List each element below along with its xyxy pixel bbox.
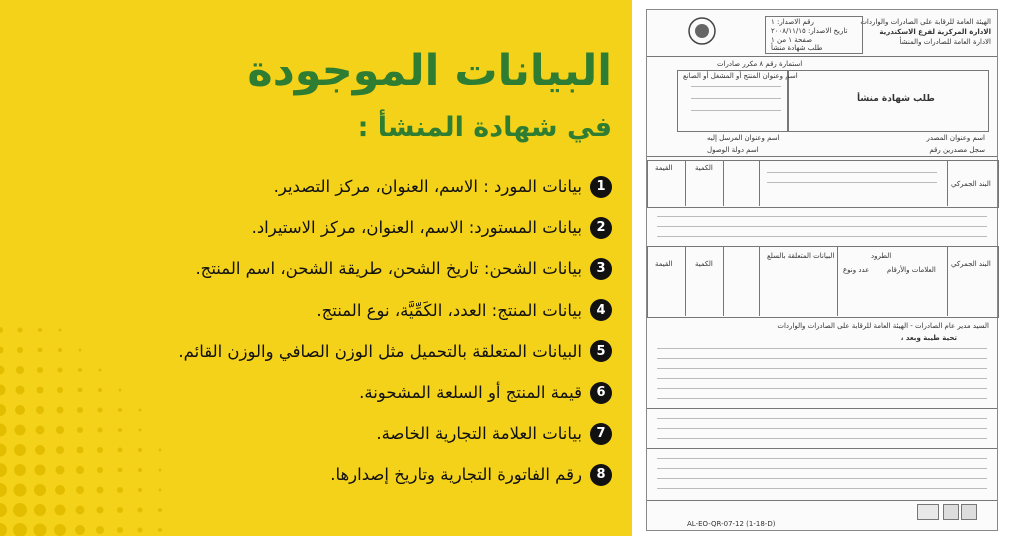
seal-icon xyxy=(943,504,959,520)
list-item-text: رقم الفاتورة التجارية وتاريخ إصدارها. xyxy=(330,465,582,485)
org-line-1: الهيئة العامة للرقابة على الصادرات والواردات xyxy=(860,18,991,26)
page-subtitle: في شهادة المنشأ : xyxy=(357,112,612,143)
footer-code: AL-EO-QR-07-12 (1-18-D) xyxy=(687,520,776,528)
numbering-header: العلامات والأرقام xyxy=(887,266,936,274)
section-text: البيانات المتعلقة بالسلع xyxy=(767,252,835,260)
salutation: تحية طيبة وبعد ، xyxy=(900,334,957,342)
certificate-form-image xyxy=(646,9,998,531)
list-item-text: بيانات المورد : الاسم، العنوان، مركز التصدير. xyxy=(273,177,582,197)
list-item xyxy=(12,207,612,248)
value-header-2: القيمة xyxy=(655,260,673,268)
number-badge: 5 xyxy=(590,340,612,362)
release-date: تاريخ الاصدار: ٢٠٠٨/١١/١٥ xyxy=(771,27,848,35)
exporter-label: اسم وعنوان المصدر xyxy=(926,134,985,142)
certification-icon xyxy=(961,504,977,520)
page-title: البيانات الموجودة xyxy=(247,46,612,96)
director-line: السيد مدير عام الصادرات - الهيئة العامة للرقابة على الصادرات والواردات xyxy=(777,322,989,330)
number-badge: 7 xyxy=(590,423,612,445)
info-list xyxy=(12,166,612,496)
marks-header: عدد ونوع xyxy=(843,266,870,274)
list-item-text: بيانات العلامة التجارية الخاصة. xyxy=(376,424,582,444)
number-badge: 8 xyxy=(590,464,612,486)
form-number: استمارة رقم ٨ مكرر صادرات xyxy=(717,60,803,68)
list-item xyxy=(12,166,612,207)
producer-label: اسم وعنوان المنتج أو المشغل أو الصانع xyxy=(683,72,798,80)
number-badge: 3 xyxy=(590,258,612,280)
quantity-header-2: الكمية xyxy=(695,260,713,268)
number-badge: 2 xyxy=(590,217,612,239)
org-line-2: الادارة المركزية لفرع الاسكندرية xyxy=(879,28,991,36)
request-label: طلب شهادة منشأ xyxy=(771,44,823,52)
number-badge: 6 xyxy=(590,382,612,404)
emblem-icon xyxy=(687,16,717,46)
register-label: سجل مصدرين رقم xyxy=(929,146,985,154)
list-item xyxy=(12,454,612,495)
value-header: القيمة xyxy=(655,164,673,172)
list-item-text: البيانات المتعلقة بالتحميل مثل الوزن الصافي والوزن القائم. xyxy=(178,341,582,361)
org-line-3: الادارة العامة للصادرات والمنشأ xyxy=(899,38,991,46)
destination-label: اسم دولة الوصول xyxy=(707,146,759,154)
list-item xyxy=(12,290,612,331)
list-item-text: بيانات المستورد: الاسم، العنوان، مركز الاستيراد. xyxy=(251,218,582,238)
document-panel xyxy=(632,0,1024,536)
quantity-header: الكمية xyxy=(695,164,713,172)
list-item xyxy=(12,372,612,413)
customs-item-header: البند الجمركي xyxy=(951,180,991,188)
weights-header: الطرود xyxy=(871,252,892,260)
list-item xyxy=(12,413,612,454)
list-item-text: قيمة المنتج أو السلعة المشحونة. xyxy=(359,383,582,403)
form-title: طلب شهادة منشأ xyxy=(857,94,935,104)
list-item xyxy=(12,331,612,372)
consignee-label: اسم وعنوان المرسل إليه xyxy=(707,134,780,142)
logo-icon xyxy=(917,504,939,520)
list-item-text: بيانات الشحن: تاريخ الشحن، طريقة الشحن، اسم المنتج. xyxy=(195,259,582,279)
page-indicator: صفحة ١ من ١ xyxy=(771,36,813,44)
list-item xyxy=(12,248,612,289)
number-badge: 4 xyxy=(590,299,612,321)
list-item-text: بيانات المنتج: العدد، الكَمِّيَّة، نوع المنتج. xyxy=(316,300,582,320)
release-no: رقم الاصدار: ١ xyxy=(771,18,814,26)
number-badge: 1 xyxy=(590,176,612,198)
customs-item-header-2: البند الجمركي xyxy=(951,260,991,268)
